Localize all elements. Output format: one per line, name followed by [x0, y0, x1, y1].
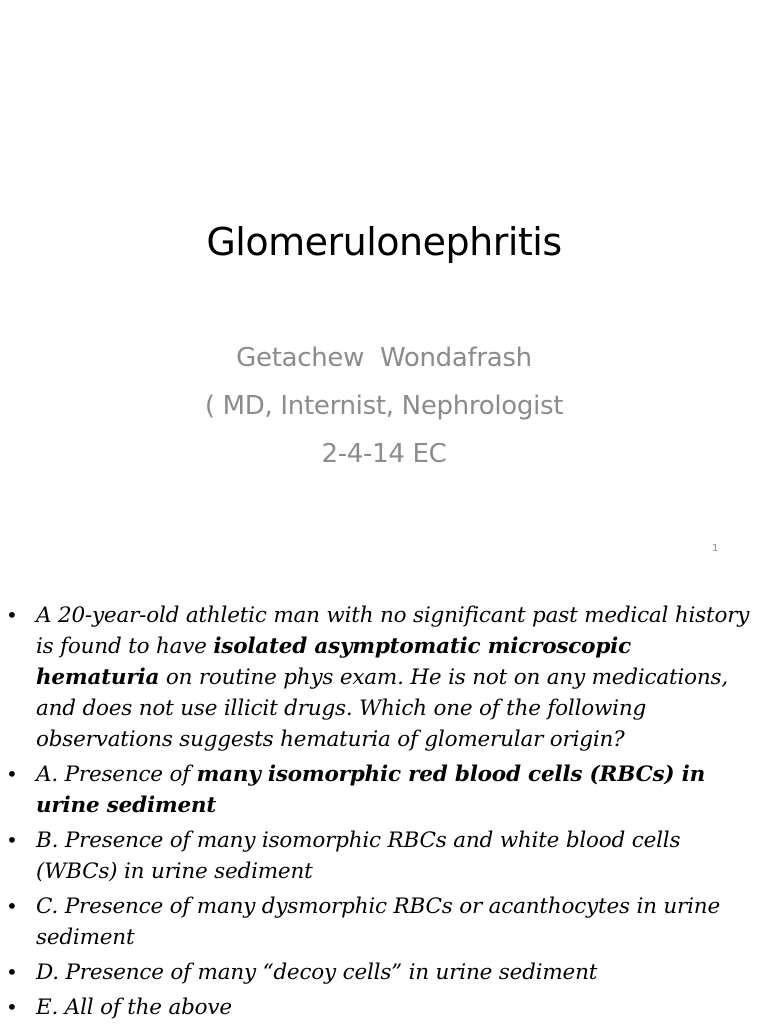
- option-a-prefix: A. Presence of: [36, 762, 197, 787]
- bullet-icon: •: [6, 828, 18, 852]
- author-name: Getachew Wondafrash: [236, 343, 532, 373]
- question-text-emphasis: isolated asymptomatic microscopic hematuria: [36, 634, 632, 690]
- bullet-icon: •: [6, 995, 18, 1019]
- slide-number: 1: [712, 543, 719, 554]
- bullet-icon: •: [6, 603, 18, 627]
- question-slide: [0, 600, 768, 1024]
- option-e-text: E. All of the above: [36, 995, 232, 1020]
- slide-subtitle: [0, 334, 768, 478]
- question-stem: [0, 600, 768, 755]
- option-d: [0, 957, 768, 988]
- bullet-icon: •: [6, 960, 18, 984]
- question-text-part1: A 20-year-old athletic man with no significant past medical history is found to have: [36, 603, 750, 659]
- bullet-icon: •: [6, 894, 18, 918]
- author-credentials: ( MD, Internist, Nephrologist: [204, 391, 564, 421]
- option-a: [0, 759, 768, 821]
- question-text-part2: on routine phys exam. He is not on any medications, and does not use illicit drugs. Which one of the following observations suggests hematuria of glomerular origin?: [36, 665, 728, 752]
- option-e: [0, 992, 768, 1023]
- option-d-text: D. Presence of many “decoy cells” in urine sediment: [36, 960, 598, 985]
- option-c: [0, 891, 768, 953]
- bullet-list: [0, 600, 768, 1024]
- option-c-text: C. Presence of many dysmorphic RBCs or acanthocytes in urine sediment: [36, 894, 720, 950]
- option-b: [0, 825, 768, 887]
- bullet-icon: •: [6, 762, 18, 786]
- slide-title: Glomerulonephritis: [206, 220, 562, 264]
- presentation-date: 2-4-14 EC: [321, 439, 447, 469]
- option-b-text: B. Presence of many isomorphic RBCs and white blood cells (WBCs) in urine sediment: [36, 828, 681, 884]
- option-a-emphasis: many isomorphic red blood cells (RBCs) in urine sediment: [36, 762, 706, 818]
